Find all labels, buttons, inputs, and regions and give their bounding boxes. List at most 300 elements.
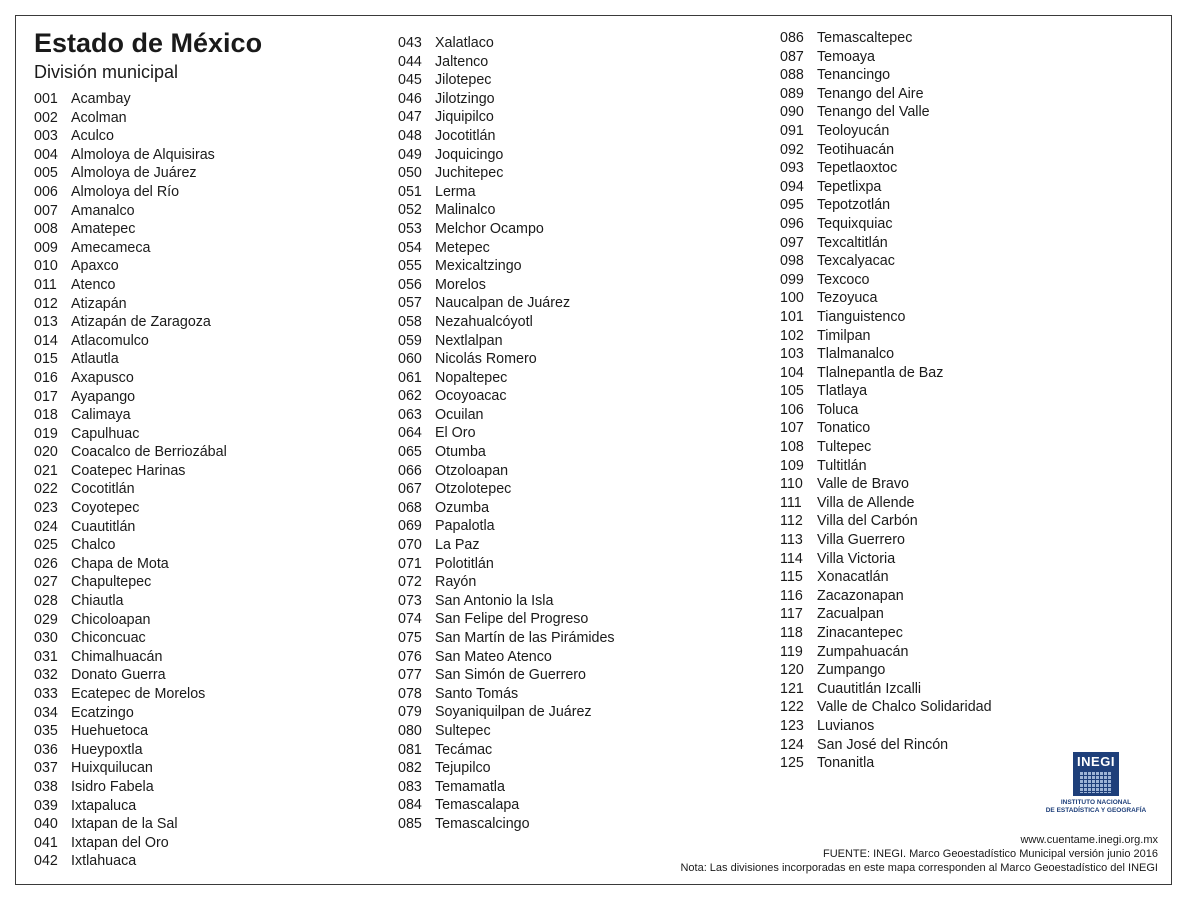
municipality-name: Tlalmanalco (817, 346, 895, 363)
list-item (398, 127, 615, 146)
municipality-name: Polotitlán (435, 555, 494, 572)
municipality-code: 049 (398, 146, 422, 163)
list-item (398, 350, 615, 369)
list-item (34, 295, 227, 314)
municipality-code: 019 (34, 425, 58, 442)
list-item (780, 717, 992, 736)
list-item (780, 661, 992, 680)
municipality-name: Chiautla (71, 593, 124, 610)
municipality-code: 083 (398, 778, 422, 795)
municipality-name: Teoloyucán (817, 122, 890, 139)
municipality-name: Otzolotepec (435, 481, 512, 498)
list-item (780, 605, 992, 624)
list-item (780, 85, 992, 104)
municipality-code: 053 (398, 220, 422, 237)
municipality-code: 094 (780, 178, 804, 195)
municipality-name: Morelos (435, 276, 486, 293)
list-item (398, 71, 615, 90)
municipality-name: Calimaya (71, 407, 131, 424)
municipality-name: Isidro Fabela (71, 778, 154, 795)
list-item (398, 703, 615, 722)
municipality-name: Chicoloapan (71, 611, 151, 628)
list-item (398, 796, 615, 815)
municipality-name: Chapultepec (71, 574, 152, 591)
municipality-column-3 (780, 29, 992, 773)
list-item (398, 424, 615, 443)
municipality-name: Tequixquiac (817, 215, 893, 232)
list-item (34, 257, 227, 276)
list-item (780, 48, 992, 67)
list-item (398, 499, 615, 518)
list-item (398, 220, 615, 239)
municipality-name: Otzoloapan (435, 462, 509, 479)
municipality-code: 032 (34, 667, 58, 684)
municipality-name: Tenango del Valle (817, 104, 930, 121)
list-item (398, 53, 615, 72)
municipality-code: 104 (780, 364, 804, 381)
list-item (398, 573, 615, 592)
municipality-name: Chapa de Mota (71, 555, 169, 572)
list-item (780, 289, 992, 308)
municipality-code: 005 (34, 165, 58, 182)
list-item (780, 550, 992, 569)
municipality-name: Rayón (435, 574, 477, 591)
municipality-code: 078 (398, 685, 422, 702)
municipality-code: 003 (34, 128, 58, 145)
municipality-code: 114 (780, 550, 803, 567)
page-title: Estado de México (34, 28, 263, 58)
municipality-code: 029 (34, 611, 58, 628)
municipality-code: 028 (34, 593, 58, 610)
municipality-name: Tenancingo (817, 67, 891, 84)
list-item (398, 406, 615, 425)
municipality-name: Donato Guerra (71, 667, 166, 684)
municipality-code: 115 (780, 569, 803, 586)
municipality-name: Texcaltitlán (817, 234, 888, 251)
municipality-name: Zumpahuacán (817, 643, 909, 660)
municipality-code: 031 (34, 648, 58, 665)
list-item (780, 419, 992, 438)
municipality-code: 110 (780, 476, 803, 493)
municipality-code: 071 (398, 555, 422, 572)
municipality-code: 070 (398, 537, 422, 554)
list-item (34, 388, 227, 407)
municipality-name: Toluca (817, 401, 859, 418)
list-item (398, 666, 615, 685)
municipality-code: 039 (34, 797, 58, 814)
municipality-name: Tonatico (817, 420, 871, 437)
municipality-name: Almoloya de Juárez (71, 165, 197, 182)
municipality-name: Amanalco (71, 202, 135, 219)
municipality-code: 069 (398, 518, 422, 535)
municipality-code: 106 (780, 401, 804, 418)
municipality-name: Chalco (71, 537, 116, 554)
list-item (34, 350, 227, 369)
municipality-name: Chiconcuac (71, 630, 146, 647)
municipality-name: Zacualpan (817, 606, 884, 623)
municipality-name: Ozumba (435, 499, 490, 516)
list-item (34, 332, 227, 351)
list-item (34, 425, 227, 444)
municipality-name: San Martín de las Pirámides (435, 630, 615, 646)
list-item (34, 127, 227, 146)
inegi-logo-grid-icon (1080, 771, 1112, 793)
municipality-name: Nicolás Romero (435, 351, 537, 368)
list-item (780, 29, 992, 48)
footer-note: Nota: Las divisiones incorporadas en este mapa corresponden al Marco Geoestadístico del INEGI (680, 862, 1158, 874)
list-item (398, 759, 615, 778)
municipality-code: 060 (398, 351, 422, 368)
municipality-code: 023 (34, 500, 58, 517)
municipality-code: 001 (34, 91, 58, 107)
municipality-code: 092 (780, 141, 804, 158)
municipality-code: 025 (34, 537, 58, 554)
municipality-code: 111 (780, 494, 802, 511)
list-item (780, 531, 992, 550)
municipality-code: 044 (398, 53, 422, 70)
page-subtitle: División municipal (34, 62, 179, 82)
list-item (34, 834, 227, 853)
inegi-logo-mark (1073, 752, 1119, 796)
list-item (34, 815, 227, 834)
municipality-name: Tepetlaoxtoc (817, 160, 898, 177)
municipality-code: 034 (34, 704, 58, 721)
list-item (398, 164, 615, 183)
list-item (780, 643, 992, 662)
municipality-name: Villa de Allende (817, 494, 915, 511)
municipality-name: Tultitlán (817, 457, 867, 474)
municipality-name: Amatepec (71, 221, 136, 238)
municipality-name: Villa del Carbón (817, 513, 918, 530)
list-item (398, 332, 615, 351)
list-item (34, 629, 227, 648)
municipality-code: 077 (398, 667, 422, 684)
list-item (34, 480, 227, 499)
municipality-name: Nopaltepec (435, 369, 508, 386)
municipality-name: Coatepec Harinas (71, 462, 186, 479)
list-item (780, 494, 992, 513)
municipality-name: Tlalnepantla de Baz (817, 364, 944, 381)
list-item (398, 592, 615, 611)
municipality-code: 098 (780, 253, 804, 270)
municipality-code: 040 (34, 816, 58, 833)
list-item (34, 369, 227, 388)
footer-source: FUENTE: INEGI. Marco Geoestadístico Municipal versión junio 2016 (822, 848, 1158, 860)
municipality-name: Almoloya del Río (71, 183, 180, 200)
list-item (780, 327, 992, 346)
municipality-name: Ixtapan de la Sal (71, 816, 178, 833)
municipality-code: 059 (398, 332, 422, 349)
municipality-code: 117 (780, 606, 803, 623)
list-item (34, 499, 227, 518)
municipality-name: Tepetlixpa (817, 178, 882, 195)
list-item (780, 122, 992, 141)
municipality-name: Tezoyuca (817, 290, 878, 307)
municipality-code: 086 (780, 30, 804, 46)
municipality-name: Ixtlahuaca (71, 853, 137, 870)
municipality-code: 076 (398, 648, 422, 665)
municipality-code: 036 (34, 741, 58, 758)
municipality-name: Tonanitla (817, 755, 875, 772)
municipality-code: 118 (780, 625, 803, 641)
municipality-code: 125 (780, 755, 804, 772)
municipality-code: 065 (398, 444, 422, 461)
municipality-code: 107 (780, 420, 804, 437)
municipality-name: Amecameca (71, 239, 151, 256)
municipality-name: Cuautitlán Izcalli (817, 680, 922, 697)
municipality-code: 064 (398, 425, 422, 442)
municipality-name: Ocoyoacac (435, 388, 507, 405)
list-item (398, 294, 615, 313)
municipality-code: 043 (398, 35, 422, 51)
list-item (398, 629, 615, 648)
municipality-code: 122 (780, 699, 804, 716)
list-item (398, 555, 615, 574)
municipality-code: 066 (398, 462, 422, 479)
municipality-name: Otumba (435, 444, 486, 461)
municipality-code: 084 (398, 797, 422, 814)
municipality-name: Soyaniquilpan de Juárez (435, 704, 592, 721)
municipality-name: Coyotepec (71, 500, 140, 517)
municipality-name: Joquicingo (435, 146, 504, 163)
municipality-name: La Paz (435, 537, 480, 554)
municipality-name: Nextlalpan (435, 332, 503, 349)
municipality-name: Jiquipilco (435, 109, 494, 126)
municipality-code: 124 (780, 736, 804, 753)
municipality-name: Jilotzingo (435, 90, 495, 107)
list-item (398, 815, 615, 834)
list-item (398, 34, 615, 53)
municipality-code: 102 (780, 327, 804, 344)
municipality-code: 062 (398, 388, 422, 405)
list-item (780, 271, 992, 290)
list-item (398, 741, 615, 760)
municipality-code: 108 (780, 439, 804, 456)
municipality-name: Metepec (435, 239, 490, 256)
municipality-name: Chimalhuacán (71, 648, 163, 665)
list-item (780, 178, 992, 197)
municipality-code: 014 (34, 332, 58, 349)
municipality-name: Acambay (71, 91, 131, 107)
list-item (398, 276, 615, 295)
list-item (398, 685, 615, 704)
municipality-name: Tultepec (817, 439, 872, 456)
municipality-name: Temascalcingo (435, 815, 530, 832)
list-item (398, 257, 615, 276)
municipality-code: 101 (780, 308, 804, 325)
municipality-code: 100 (780, 290, 804, 307)
list-item (780, 196, 992, 215)
list-item (34, 704, 227, 723)
municipality-code: 020 (34, 444, 58, 461)
municipality-code: 013 (34, 314, 58, 331)
municipality-code: 054 (398, 239, 422, 256)
municipality-code: 103 (780, 346, 804, 363)
municipality-code: 095 (780, 197, 804, 214)
list-item (398, 90, 615, 109)
list-item (398, 648, 615, 667)
municipality-code: 021 (34, 462, 58, 479)
municipality-code: 052 (398, 202, 422, 219)
municipality-name: Juchitepec (435, 165, 504, 182)
municipality-code: 024 (34, 518, 58, 535)
municipality-code: 058 (398, 313, 422, 330)
list-item (398, 146, 615, 165)
municipality-code: 050 (398, 165, 422, 182)
list-item (780, 680, 992, 699)
municipality-code: 073 (398, 592, 422, 609)
list-item (780, 252, 992, 271)
municipality-name: Jocotitlán (435, 127, 496, 144)
municipality-name: Almoloya de Alquisiras (71, 146, 215, 163)
list-item (780, 475, 992, 494)
municipality-code: 045 (398, 72, 422, 89)
municipality-name: Axapusco (71, 369, 134, 386)
municipality-code: 105 (780, 383, 804, 400)
municipality-code: 004 (34, 146, 58, 163)
list-item (780, 754, 992, 773)
municipality-name: Teotihuacán (817, 141, 895, 158)
list-item (34, 146, 227, 165)
municipality-name: Lerma (435, 183, 476, 200)
inegi-logo (1031, 752, 1161, 822)
list-item (398, 778, 615, 797)
municipality-code: 079 (398, 704, 422, 721)
list-item (398, 313, 615, 332)
inegi-logo-line1: INSTITUTO NACIONAL (1060, 799, 1132, 806)
list-item (34, 462, 227, 481)
municipality-name: Ecatzingo (71, 704, 134, 721)
municipality-name: Tlatlaya (817, 383, 868, 400)
municipality-name: Ecatepec de Morelos (71, 686, 206, 702)
municipality-code: 097 (780, 234, 804, 251)
list-item (398, 610, 615, 629)
municipality-name: San Mateo Atenco (435, 648, 552, 665)
municipality-name: Jilotepec (435, 72, 492, 89)
municipality-name: Luvianos (817, 717, 875, 734)
list-item (34, 741, 227, 760)
municipality-name: Atlautla (71, 351, 119, 368)
list-item (780, 736, 992, 755)
list-item (34, 592, 227, 611)
municipality-code: 074 (398, 611, 422, 628)
municipality-code: 015 (34, 351, 58, 368)
list-item (780, 457, 992, 476)
list-item (780, 401, 992, 420)
municipality-name: Zacazonapan (817, 587, 904, 604)
municipality-code: 123 (780, 717, 804, 734)
municipality-code: 047 (398, 109, 422, 126)
municipality-name: Xalatlaco (435, 35, 494, 51)
list-item (34, 164, 227, 183)
municipality-name: Sultepec (435, 722, 491, 739)
municipality-code: 030 (34, 630, 58, 647)
list-item (780, 234, 992, 253)
municipality-name: Huehuetoca (71, 723, 149, 740)
inegi-logo-line2: DE ESTADÍSTICA Y GEOGRAFÍA (1045, 807, 1147, 814)
list-item (34, 276, 227, 295)
municipality-name: Tianguistenco (817, 308, 906, 325)
list-item (780, 141, 992, 160)
municipality-name: Valle de Bravo (817, 476, 909, 493)
list-item (34, 666, 227, 685)
list-item (34, 220, 227, 239)
municipality-code: 067 (398, 481, 422, 498)
municipality-name: Mexicaltzingo (435, 258, 522, 275)
municipality-code: 116 (780, 587, 803, 604)
list-item (780, 568, 992, 587)
municipality-code: 012 (34, 295, 58, 312)
municipality-code: 080 (398, 722, 422, 739)
list-item (34, 406, 227, 425)
municipality-name: Timilpan (817, 327, 871, 344)
municipality-name: Temamatla (435, 778, 505, 795)
municipality-code: 093 (780, 160, 804, 177)
municipality-name: Hueypoxtla (71, 741, 143, 758)
municipality-name: San Felipe del Progreso (435, 611, 589, 628)
municipality-name: Malinalco (435, 202, 496, 219)
list-item (34, 183, 227, 202)
list-item (34, 202, 227, 221)
list-item (398, 201, 615, 220)
municipality-code: 006 (34, 183, 58, 200)
municipality-name: Tenango del Aire (817, 85, 924, 102)
municipality-code: 048 (398, 127, 422, 144)
list-item (34, 555, 227, 574)
municipality-name: Zinacantepec (817, 625, 903, 641)
municipality-code: 061 (398, 369, 422, 386)
list-item (398, 239, 615, 258)
list-item (398, 183, 615, 202)
municipality-code: 035 (34, 723, 58, 740)
municipality-name: Atlacomulco (71, 332, 149, 349)
list-item (398, 387, 615, 406)
municipality-code: 088 (780, 67, 804, 84)
municipality-code: 011 (34, 276, 57, 293)
municipality-code: 112 (780, 513, 803, 530)
municipality-name: Temascalapa (435, 797, 520, 814)
list-item (34, 90, 227, 109)
municipality-code: 063 (398, 406, 422, 423)
municipality-code: 056 (398, 276, 422, 293)
municipality-code: 009 (34, 239, 58, 256)
municipality-code: 072 (398, 574, 422, 591)
municipality-name: Acolman (71, 109, 127, 126)
list-item (34, 573, 227, 592)
municipality-column-2 (398, 34, 615, 834)
municipality-code: 016 (34, 369, 58, 386)
municipality-name: Villa Guerrero (817, 532, 905, 549)
municipality-code: 018 (34, 407, 58, 424)
municipality-code: 051 (398, 183, 422, 200)
municipality-name: Huixquilucan (71, 760, 153, 777)
municipality-name: Coacalco de Berriozábal (71, 444, 227, 461)
list-item (34, 313, 227, 332)
municipality-name: Nezahualcóyotl (435, 313, 533, 330)
municipality-code: 038 (34, 778, 58, 795)
municipality-code: 087 (780, 48, 804, 65)
municipality-name: Capulhuac (71, 425, 140, 442)
municipality-name: El Oro (435, 425, 476, 442)
municipality-code: 081 (398, 741, 422, 758)
municipality-name: Ixtapaluca (71, 797, 137, 814)
municipality-code: 026 (34, 555, 58, 572)
municipality-code: 113 (780, 532, 803, 549)
list-item (780, 364, 992, 383)
municipality-code: 119 (780, 643, 803, 660)
list-item (34, 722, 227, 741)
municipality-name: Texcalyacac (817, 253, 895, 270)
